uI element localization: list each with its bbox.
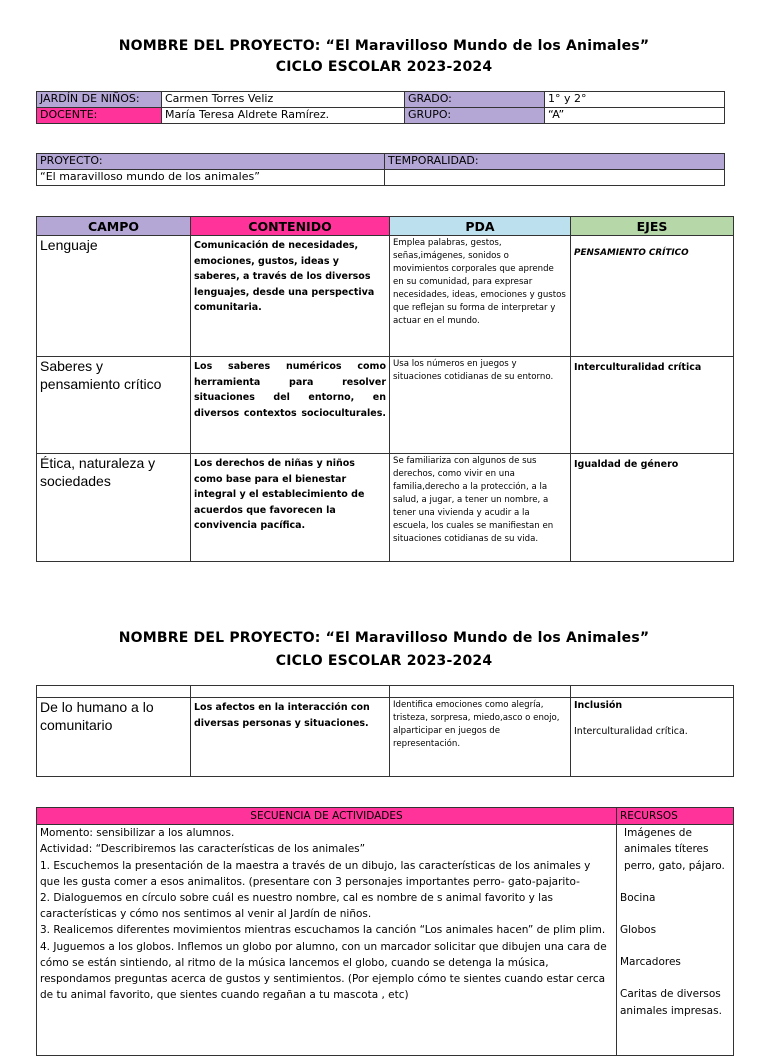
contenido-cell: Los afectos en la interacción con diversas personas y situaciones.	[191, 698, 390, 777]
campo-cell: Ética, naturaleza y sociedades	[37, 454, 191, 562]
table-row	[37, 236, 734, 357]
campo-cell: Saberes y pensamiento crítico	[37, 357, 191, 454]
grado-label: GRADO:	[405, 92, 545, 108]
school-cycle-2: CICLO ESCOLAR 2023-2024	[275, 653, 493, 669]
pda-cell: Identifica emociones como alegría, tristeza, sorpresa, miedo,asco o enojo, alparticipar en juegos de representación.	[390, 698, 571, 777]
recurso-item: Marcadores	[620, 956, 681, 969]
docente-label: DOCENTE:	[37, 108, 162, 124]
contenido-cell: Los saberes numéricos como herramienta para resolver situaciones del entorno, en diversos contextos socioculturales.	[191, 357, 390, 454]
header-contenido: CONTENIDO	[191, 217, 390, 236]
campo-cell: Lenguaje	[37, 236, 191, 357]
sequence-header: SECUENCIA DE ACTIVIDADES	[37, 808, 617, 825]
project-title-2: NOMBRE DEL PROYECTO: “El Maravilloso Mundo de los Animales”	[118, 630, 650, 646]
table-row	[37, 698, 734, 777]
sequence-line: 4. Juguemos a los globos. Inflemos un globo por alumno, con un marcador solicitar que dibujen una cara de cómo se están sintiendo, al ritmo de la música lancemos el globo, cuando se detenga la música, respondamos preguntas acerca de gustos y sentimientos. (Por ejemplo cómo te sientes cuando estar cerca de tu animal favorito, que sientes cuando regañan a tu mascota , etc)	[40, 940, 607, 1002]
ejes-cell	[571, 698, 734, 777]
temporalidad-label: TEMPORALIDAD:	[385, 154, 725, 170]
contenido-cell: Comunicación de necesidades, emociones, gustos, ideas y saberes, a través de los diversos lenguajes, desde una perspectiva comunitaria.	[191, 236, 390, 357]
campos-table-2	[36, 685, 734, 777]
proyecto-value: “El maravilloso mundo de los animales”	[37, 170, 385, 186]
recursos-header: RECURSOS	[617, 808, 734, 825]
sequence-body	[37, 825, 617, 1056]
eje-inclusion: Inclusión	[574, 700, 623, 711]
sequence-line: 2. Dialoguemos en círculo sobre cuál es nuestro nombre, cal es nombre de s animal favorito y las características y cómo nos sentimos al venir al Jardín de niños.	[40, 892, 553, 921]
proyecto-label: PROYECTO:	[37, 154, 385, 170]
ejes-cell: Igualdad de género	[571, 454, 734, 562]
eje-interculturalidad: Interculturalidad crítica.	[574, 726, 688, 737]
recursos-body	[617, 825, 734, 1056]
pda-cell: Emplea palabras, gestos, señas,imágenes, sonidos o movimientos corporales que aprende en su comunidad, para expresar necesidades, ideas, emociones y gustos que reflejan su forma de interpretar y actuar en el mundo.	[390, 236, 571, 357]
recurso-item: Globos	[620, 924, 657, 937]
ejes-cell: Interculturalidad crítica	[571, 357, 734, 454]
temporalidad-value	[385, 170, 725, 186]
sequence-line: Momento: sensibilizar a los alumnos.	[40, 827, 235, 840]
sequence-line: 3. Realicemos diferentes movimientos mientras escuchamos la canción “Los animales hacen” de plim plim.	[40, 924, 606, 937]
pda-cell: Se familiariza con algunos de sus derechos, como vivir en una familia,derecho a la protección, a la salud, a jugar, a tener un nombre, a tener una vivienda y acudir a la escuela, los cuales se manifiestan en situaciones cotidianas de su vida.	[390, 454, 571, 562]
project-table	[36, 153, 725, 186]
table-row	[37, 357, 734, 454]
docente-value: María Teresa Aldrete Ramírez.	[162, 108, 405, 124]
table-row	[37, 454, 734, 562]
sequence-table	[36, 807, 734, 1056]
header-campo: CAMPO	[37, 217, 191, 236]
campo-cell: De lo humano a lo comunitario	[37, 698, 191, 777]
recurso-item: Imágenes de animales títeres perro, gato, pájaro.	[624, 827, 725, 872]
grupo-label: GRUPO:	[405, 108, 545, 124]
recurso-item: Bocina	[620, 891, 656, 904]
info-table	[36, 91, 725, 124]
grado-value: 1° y 2°	[545, 92, 725, 108]
header-pda: PDA	[390, 217, 571, 236]
grupo-value: “A”	[545, 108, 725, 124]
campos-table	[36, 216, 734, 562]
sequence-line: 1. Escuchemos la presentación de la maestra a través de un dibujo, las características de los animales y que les gusta comer a esos animalitos. (presentare con 3 personajes importantes perro- gato-pajarito-	[40, 859, 591, 888]
school-cycle: CICLO ESCOLAR 2023-2024	[275, 59, 493, 75]
header-ejes: EJES	[571, 217, 734, 236]
recurso-item: Caritas de diversos animales impresas.	[620, 988, 722, 1017]
jardin-value: Carmen Torres Veliz	[162, 92, 405, 108]
jardin-label: JARDÍN DE NIÑOS:	[37, 92, 162, 108]
pda-cell: Usa los números en juegos y situaciones cotidianas de su entorno.	[390, 357, 571, 454]
project-title: NOMBRE DEL PROYECTO: “El Maravilloso Mundo de los Animales”	[118, 38, 650, 54]
sequence-line: Actividad: “Describiremos las características de los animales”	[40, 843, 366, 856]
contenido-cell: Los derechos de niñas y niños como base para el bienestar integral y el establecimiento de acuerdos que favorecen la convivencia pacífica.	[191, 454, 390, 562]
ejes-cell: PENSAMIENTO CRÍTICO	[571, 236, 734, 357]
